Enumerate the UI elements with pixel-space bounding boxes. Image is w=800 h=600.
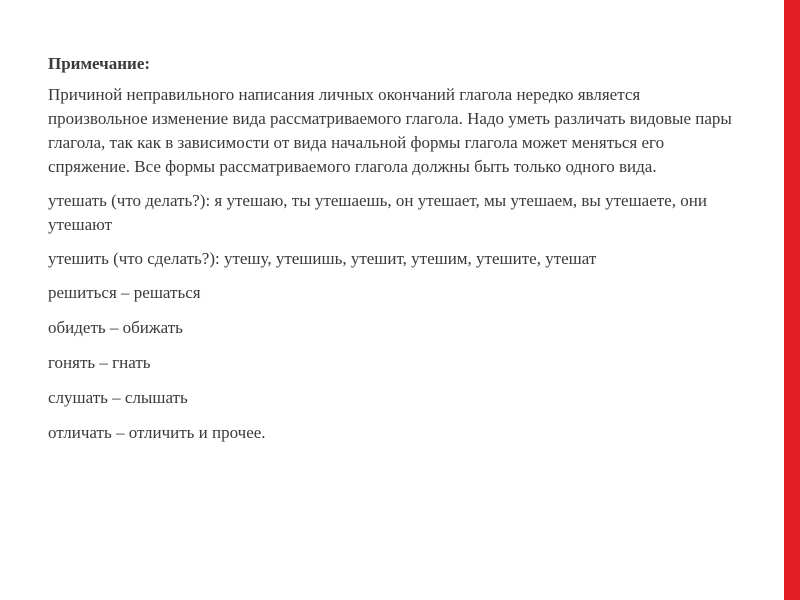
example-perfective: утешить (что сделать?): утешу, утешишь, утешит, утешим, утешите, утешат [48, 249, 597, 268]
verb-pair-2: обидеть – обижать [48, 318, 183, 337]
verb-pair-3: гонять – гнать [48, 353, 151, 372]
slide-heading: Примечание: [48, 54, 151, 73]
slide-content [48, 52, 738, 456]
accent-bar [784, 0, 800, 600]
verb-pair-1: решиться – решаться [48, 283, 201, 302]
explanation-paragraph: Причиной неправильного написания личных окончаний глагола нередко является произвольное изменение вида рассматриваемого глагола. Надо уметь различать видовые пары глагола, так как в зависимости от вида начальной формы глагола может меняться его спряжение. Все формы рассматриваемого глагола должны быть только одного вида. [48, 85, 732, 176]
example-imperfective: утешать (что делать?): я утешаю, ты утешаешь, он утешает, мы утешаем, вы утешаете, они утешают [48, 191, 707, 234]
verb-pair-4: слушать – слышать [48, 388, 188, 407]
verb-pair-5: отличать – отличить и прочее. [48, 423, 266, 442]
